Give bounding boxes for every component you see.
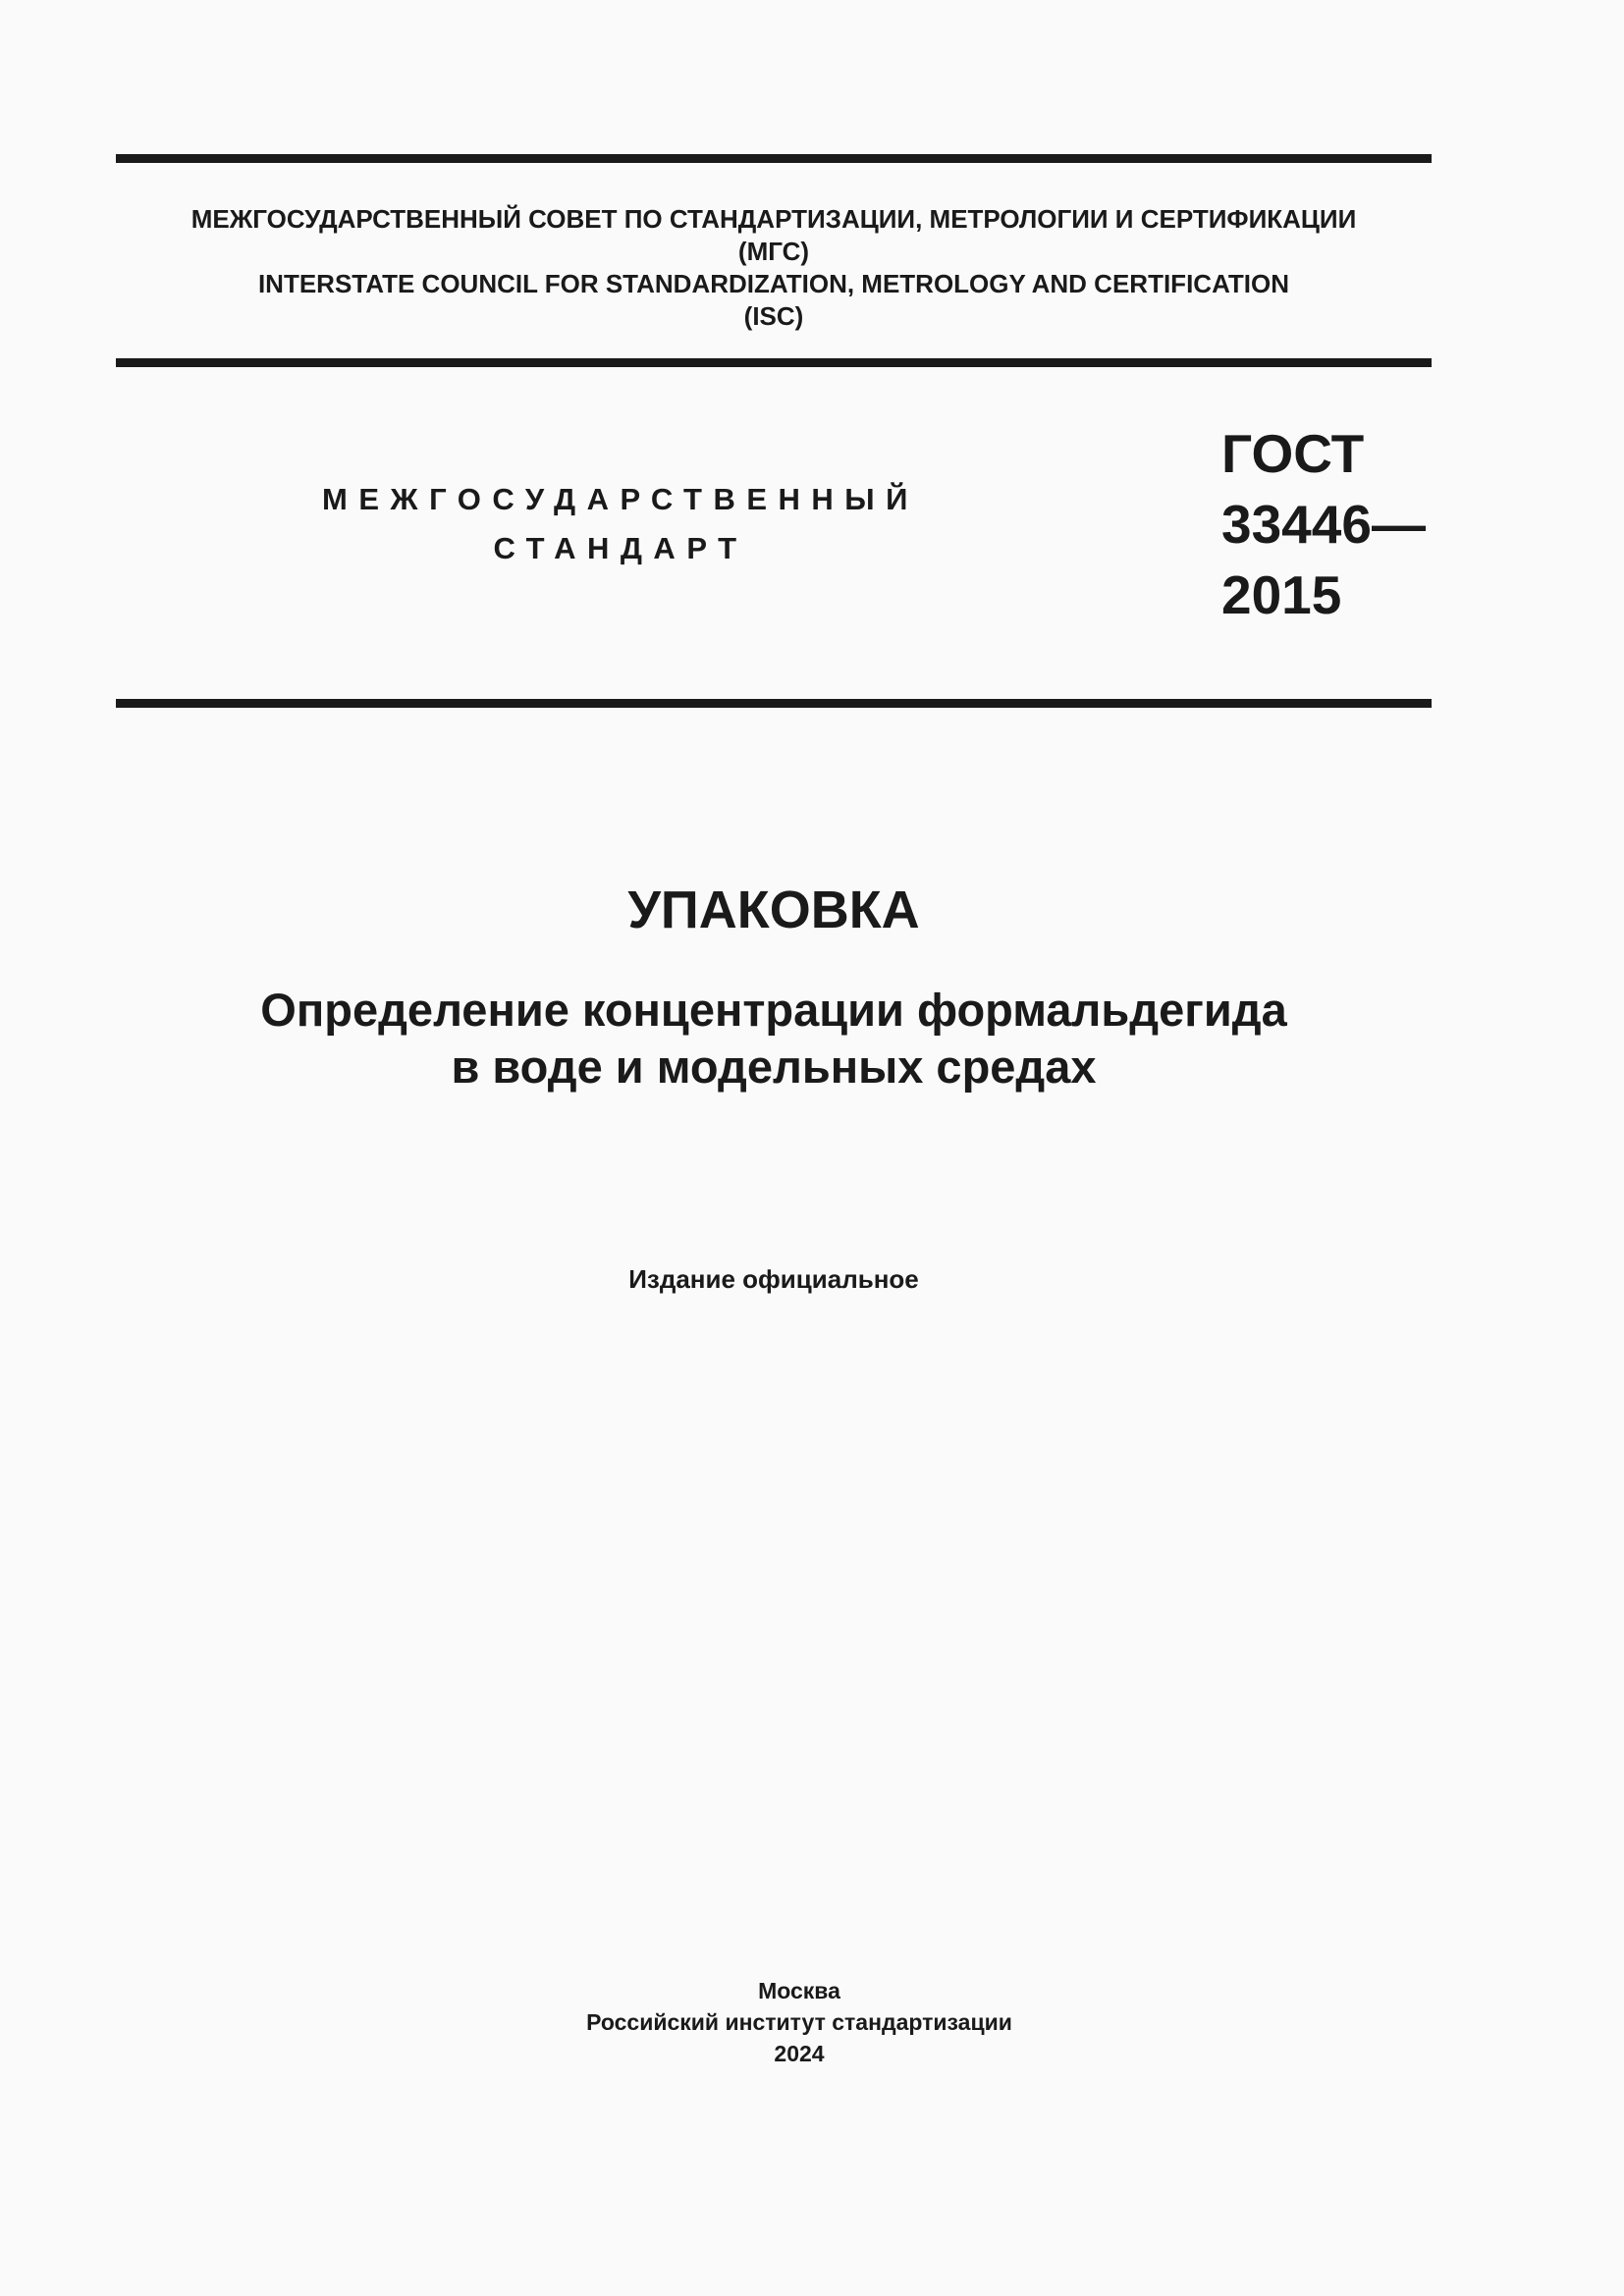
designation-number: 33446— [1221, 494, 1426, 555]
council-header [116, 203, 1432, 333]
edition-label: Издание официальное [628, 1264, 919, 1294]
subtitle-line-1: Определение концентрации формальдегида [260, 984, 1287, 1036]
imprint-city: Москва [758, 1978, 840, 2003]
header-divider [116, 358, 1432, 367]
subtitle-line-2: в воде и модельных средах [451, 1041, 1097, 1093]
imprint-publisher: Российский институт стандартизации [586, 2009, 1012, 2035]
standard-kind-line-1: МЕЖГОСУДАРСТВЕННЫЙ [322, 482, 919, 516]
standard-kind-line-2: СТАНДАРТ [493, 531, 748, 565]
imprint-year: 2024 [774, 2041, 825, 2066]
council-abbr-ru: (МГС) [737, 237, 810, 266]
top-rule [116, 154, 1432, 163]
council-abbr-en: (ISC) [743, 301, 804, 331]
document-subtitle [116, 982, 1432, 1095]
council-name-en: INTERSTATE COUNCIL FOR STANDARDIZATION, METROLOGY AND CERTIFICATION [257, 269, 1290, 298]
designation-divider [116, 699, 1432, 708]
standard-designation [1221, 418, 1426, 630]
imprint [116, 1975, 1483, 2069]
standard-kind [228, 475, 1013, 573]
document-title: УПАКОВКА [627, 881, 920, 939]
council-name-ru: МЕЖГОСУДАРСТВЕННЫЙ СОВЕТ ПО СТАНДАРТИЗАЦИИ, МЕТРОЛОГИИ И СЕРТИФИКАЦИИ [190, 204, 1357, 234]
designation-prefix: ГОСТ [1221, 423, 1365, 484]
designation-year: 2015 [1221, 564, 1342, 625]
